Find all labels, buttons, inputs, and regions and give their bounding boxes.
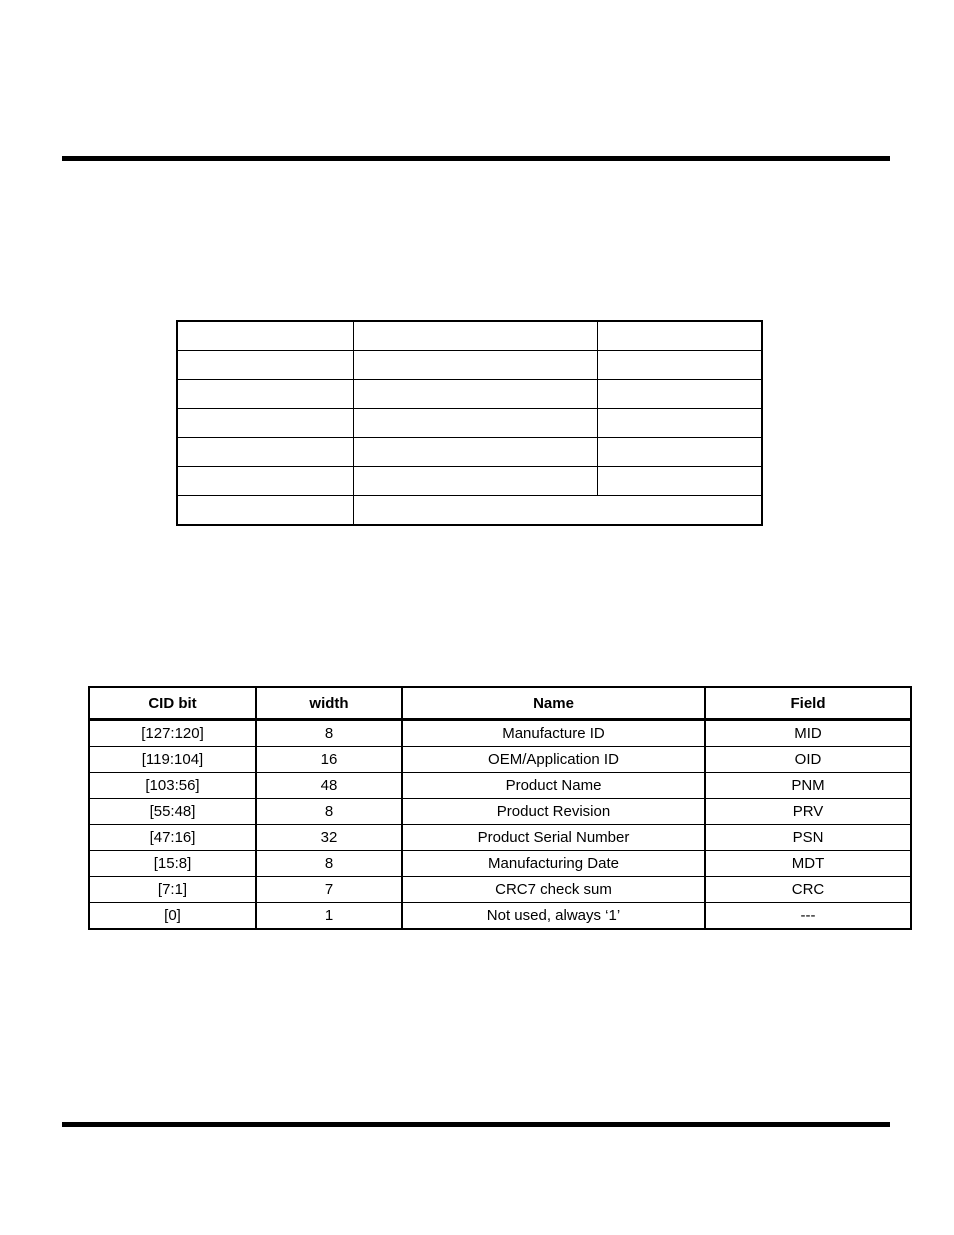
table-row bbox=[177, 321, 762, 351]
cid-bit-cell: [47:16] bbox=[89, 825, 256, 851]
header-width: width bbox=[256, 687, 402, 720]
table-cell-merged bbox=[353, 495, 762, 525]
table-cell bbox=[353, 408, 597, 437]
width-cell: 1 bbox=[256, 903, 402, 930]
table-cell bbox=[353, 351, 597, 380]
table-cell bbox=[353, 321, 597, 351]
name-cell: Not used, always ‘1’ bbox=[402, 903, 705, 930]
table-row bbox=[89, 877, 911, 903]
cid-bit-cell: [15:8] bbox=[89, 851, 256, 877]
name-cell: Product Name bbox=[402, 773, 705, 799]
width-cell: 8 bbox=[256, 851, 402, 877]
cid-bit-cell: [127:120] bbox=[89, 720, 256, 747]
field-cell: PRV bbox=[705, 799, 911, 825]
table-row bbox=[177, 437, 762, 466]
table-cell bbox=[177, 321, 353, 351]
name-cell: Product Serial Number bbox=[402, 825, 705, 851]
width-cell: 8 bbox=[256, 720, 402, 747]
table-row bbox=[177, 351, 762, 380]
table-cell bbox=[597, 351, 762, 380]
cid-bit-cell: [103:56] bbox=[89, 773, 256, 799]
table-row bbox=[89, 825, 911, 851]
name-cell: Product Revision bbox=[402, 799, 705, 825]
field-cell: MID bbox=[705, 720, 911, 747]
field-cell: MDT bbox=[705, 851, 911, 877]
table-cell bbox=[353, 437, 597, 466]
name-cell: OEM/Application ID bbox=[402, 747, 705, 773]
name-cell: Manufacture ID bbox=[402, 720, 705, 747]
cid-bit-cell: [7:1] bbox=[89, 877, 256, 903]
table-row bbox=[177, 466, 762, 495]
table-cell bbox=[597, 379, 762, 408]
header-rule bbox=[62, 156, 890, 161]
cid-bit-cell: [0] bbox=[89, 903, 256, 930]
width-cell: 8 bbox=[256, 799, 402, 825]
name-cell: Manufacturing Date bbox=[402, 851, 705, 877]
table-row bbox=[89, 851, 911, 877]
table-cell bbox=[177, 466, 353, 495]
table-cell bbox=[177, 437, 353, 466]
header-field: Field bbox=[705, 687, 911, 720]
table-cell bbox=[353, 466, 597, 495]
cid-bit-cell: [119:104] bbox=[89, 747, 256, 773]
table-cell bbox=[177, 379, 353, 408]
cid-bit-cell: [55:48] bbox=[89, 799, 256, 825]
table-cell bbox=[177, 495, 353, 525]
table-row bbox=[177, 495, 762, 525]
header-name: Name bbox=[402, 687, 705, 720]
table-cell bbox=[177, 351, 353, 380]
field-cell: --- bbox=[705, 903, 911, 930]
footer-rule bbox=[62, 1122, 890, 1127]
table-row bbox=[177, 379, 762, 408]
register-table-empty bbox=[176, 320, 763, 526]
table-cell bbox=[597, 408, 762, 437]
table-cell bbox=[353, 379, 597, 408]
table-cell bbox=[597, 437, 762, 466]
field-cell: PNM bbox=[705, 773, 911, 799]
table-cell bbox=[597, 466, 762, 495]
cid-register-table bbox=[88, 686, 912, 930]
field-cell: PSN bbox=[705, 825, 911, 851]
name-cell: CRC7 check sum bbox=[402, 877, 705, 903]
table-header-row bbox=[89, 687, 911, 720]
table-row bbox=[89, 903, 911, 930]
width-cell: 32 bbox=[256, 825, 402, 851]
width-cell: 48 bbox=[256, 773, 402, 799]
table-cell bbox=[177, 408, 353, 437]
field-cell: CRC bbox=[705, 877, 911, 903]
field-cell: OID bbox=[705, 747, 911, 773]
header-cid-bit: CID bit bbox=[89, 687, 256, 720]
table-row bbox=[89, 720, 911, 747]
width-cell: 16 bbox=[256, 747, 402, 773]
width-cell: 7 bbox=[256, 877, 402, 903]
table-row bbox=[89, 773, 911, 799]
table-row bbox=[89, 799, 911, 825]
table-row bbox=[177, 408, 762, 437]
table-cell bbox=[597, 321, 762, 351]
table-row bbox=[89, 747, 911, 773]
